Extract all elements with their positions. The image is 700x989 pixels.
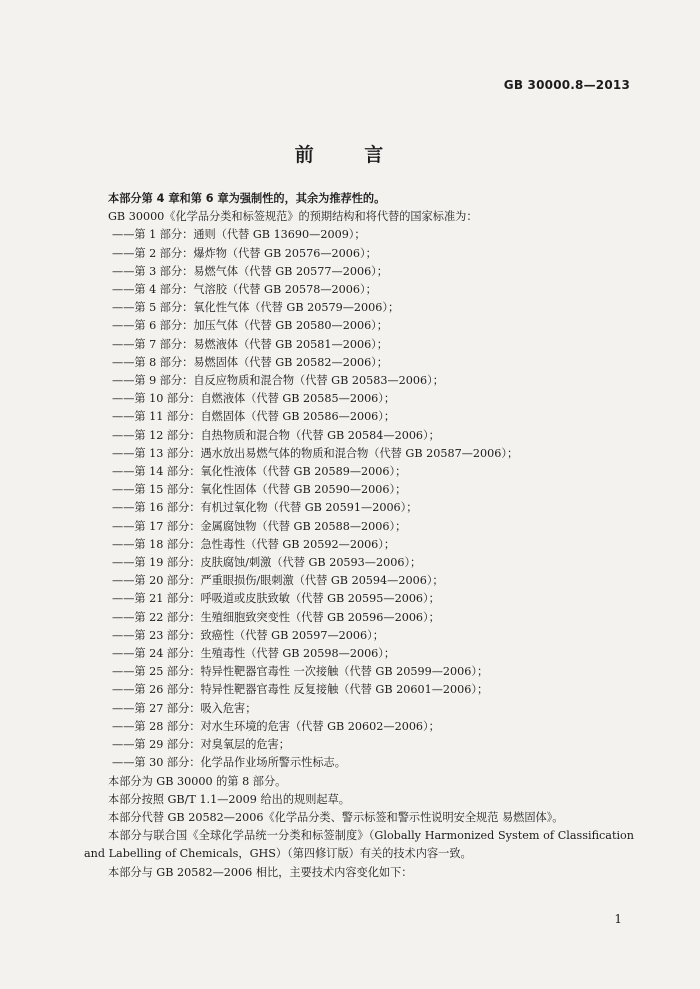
list-item: ——第 3 部分：易燃气体（代替 GB 20577—2006）； xyxy=(112,264,388,278)
list-item: ——第 10 部分：自燃液体（代替 GB 20585—2006）； xyxy=(112,392,396,406)
list-item: ——第 23 部分：致癌性（代替 GB 20597—2006）； xyxy=(112,628,384,642)
list-item: ——第 30 部分：化学品作业场所警示性标志。 xyxy=(112,756,346,770)
document-body xyxy=(84,190,634,882)
changes-intro: 本部分与 GB 20582—2006 相比，主要技术内容变化如下： xyxy=(108,865,413,879)
list-item: ——第 27 部分：吸入危害； xyxy=(112,701,257,715)
list-item: ——第 14 部分：氧化性液体（代替 GB 20589—2006）； xyxy=(112,465,407,479)
page-title: 前 言 xyxy=(294,144,406,166)
ghs-consistency-statement: 本部分与联合国《全球化学品统一分类和标签制度》（Globally Harmonized System of Classification and Labelling of Chemicals，GHS）（第四修订版）有关的技术内容一致。 xyxy=(84,829,634,861)
list-item: ——第 18 部分：急性毒性（代替 GB 20592—2006）； xyxy=(112,537,396,551)
standard-code: GB 30000.8—2013 xyxy=(503,78,630,92)
list-item: ——第 20 部分：严重眼损伤/眼刺激（代替 GB 20594—2006）； xyxy=(112,574,444,588)
part-statement: 本部分为 GB 30000 的第 8 部分。 xyxy=(108,774,287,788)
page-number: 1 xyxy=(614,912,622,926)
list-item: ——第 17 部分：金属腐蚀物（代替 GB 20588—2006）； xyxy=(112,519,407,533)
list-item: ——第 7 部分：易燃液体（代替 GB 20581—2006）； xyxy=(112,337,388,351)
list-item: ——第 26 部分：特异性靶器官毒性 反复接触（代替 GB 20601—2006）； xyxy=(112,683,489,697)
list-item: ——第 9 部分：自反应物质和混合物（代替 GB 20583—2006）； xyxy=(112,374,444,388)
list-item: ——第 11 部分：自燃固体（代替 GB 20586—2006）； xyxy=(112,410,396,424)
list-item: ——第 21 部分：呼吸道或皮肤致敏（代替 GB 20595—2006）； xyxy=(112,592,440,606)
list-item: ——第 8 部分：易燃固体（代替 GB 20582—2006）； xyxy=(112,355,388,369)
list-item: ——第 29 部分：对臭氧层的危害； xyxy=(112,738,290,752)
list-item: ——第 13 部分：遇水放出易燃气体的物质和混合物（代替 GB 20587—2006）； xyxy=(112,446,519,460)
list-item: ——第 12 部分：自热物质和混合物（代替 GB 20584—2006）； xyxy=(112,428,440,442)
list-item: ——第 19 部分：皮肤腐蚀/刺激（代替 GB 20593—2006）； xyxy=(112,556,422,570)
list-item: ——第 5 部分：氧化性气体（代替 GB 20579—2006）； xyxy=(112,301,400,315)
list-item: ——第 28 部分：对水生环境的危害（代替 GB 20602—2006）； xyxy=(112,719,440,733)
parts-list xyxy=(84,226,634,772)
structure-intro: GB 30000《化学品分类和标签规范》的预期结构和将代替的国家标准为： xyxy=(108,210,478,224)
list-item: ——第 22 部分：生殖细胞致突变性（代替 GB 20596—2006）； xyxy=(112,610,440,624)
list-item: ——第 2 部分：爆炸物（代替 GB 20576—2006）； xyxy=(112,246,377,260)
list-item: ——第 24 部分：生殖毒性（代替 GB 20598—2006）； xyxy=(112,647,396,661)
list-item: ——第 16 部分：有机过氧化物（代替 GB 20591—2006）； xyxy=(112,501,418,515)
replacement-statement: 本部分代替 GB 20582—2006《化学品分类、警示标签和警示性说明安全规范 易燃固体》。 xyxy=(108,810,564,824)
scope-statement: 本部分第 4 章和第 6 章为强制性的，其余为推荐性的。 xyxy=(108,192,386,205)
list-item: ——第 6 部分：加压气体（代替 GB 20580—2006）； xyxy=(112,319,388,333)
drafting-rules-statement: 本部分按照 GB/T 1.1—2009 给出的规则起草。 xyxy=(108,792,350,806)
list-item: ——第 4 部分：气溶胶（代替 GB 20578—2006）； xyxy=(112,283,377,297)
list-item: ——第 15 部分：氧化性固体（代替 GB 20590—2006）； xyxy=(112,483,407,497)
list-item: ——第 25 部分：特异性靶器官毒性 一次接触（代替 GB 20599—2006）； xyxy=(112,665,489,679)
list-item: ——第 1 部分：通则（代替 GB 13690—2009）； xyxy=(112,228,366,242)
